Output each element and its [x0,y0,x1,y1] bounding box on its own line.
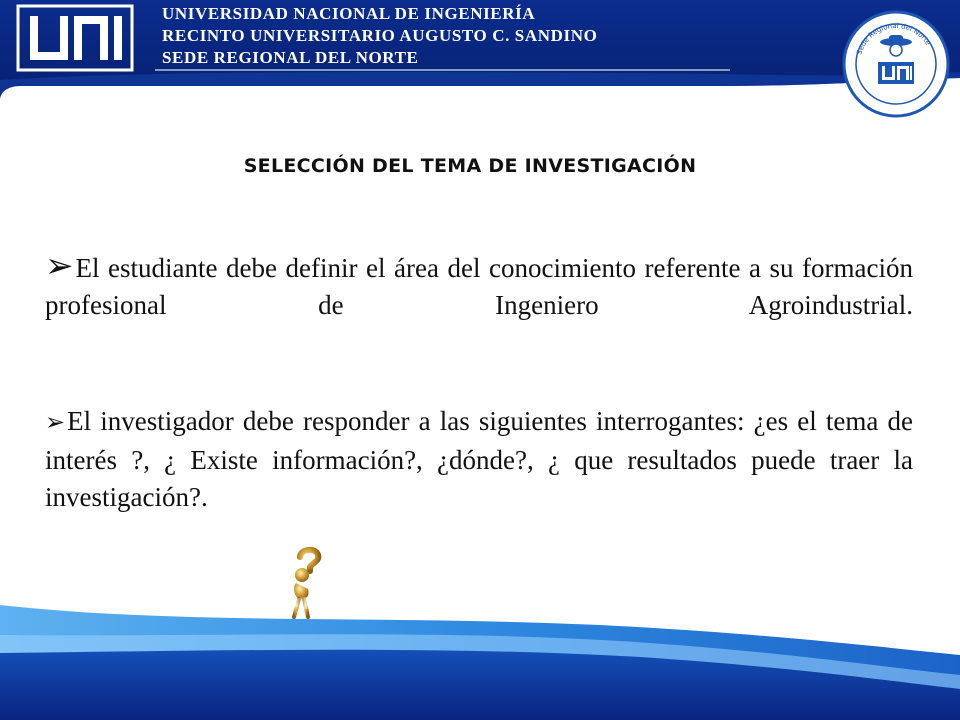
arrow-bullet-icon: ➢ [45,410,66,436]
bullet-text-2: El investigador debe responder a las siguientes interrogantes: ¿es el tema de interés ?, ¿ Existe información?, ¿dónde?, ¿ que resultados puede traer la investigación?. [45,406,913,512]
bullet-text-1: El estudiante debe definir el área del conocimiento referente a su formación profesional de Ingeniero Agroindustrial. [45,253,913,320]
header-line-university: UNIVERSIDAD NACIONAL DE INGENIERÍA [162,4,536,23]
slide-title: SELECCIÓN DEL TEMA DE INVESTIGACIÓN [243,155,697,177]
arrow-bullet-icon: ➢ [45,248,74,285]
bullet-paragraph-1 [45,248,913,361]
bottom-wave-decoration [0,585,960,720]
sede-regional-seal [840,6,952,122]
bullet-paragraph-2 [45,403,913,553]
question-mark-figure-icon [282,545,332,625]
svg-text:Sede Regional del Norte: Sede Regional del Norte [855,21,933,56]
uni-logo [16,4,134,72]
header-line-campus: RECINTO UNIVERSITARIO AUGUSTO C. SANDINO [162,26,598,45]
header-line-sede: SEDE REGIONAL DEL NORTE [162,48,419,67]
header-text [162,3,782,69]
